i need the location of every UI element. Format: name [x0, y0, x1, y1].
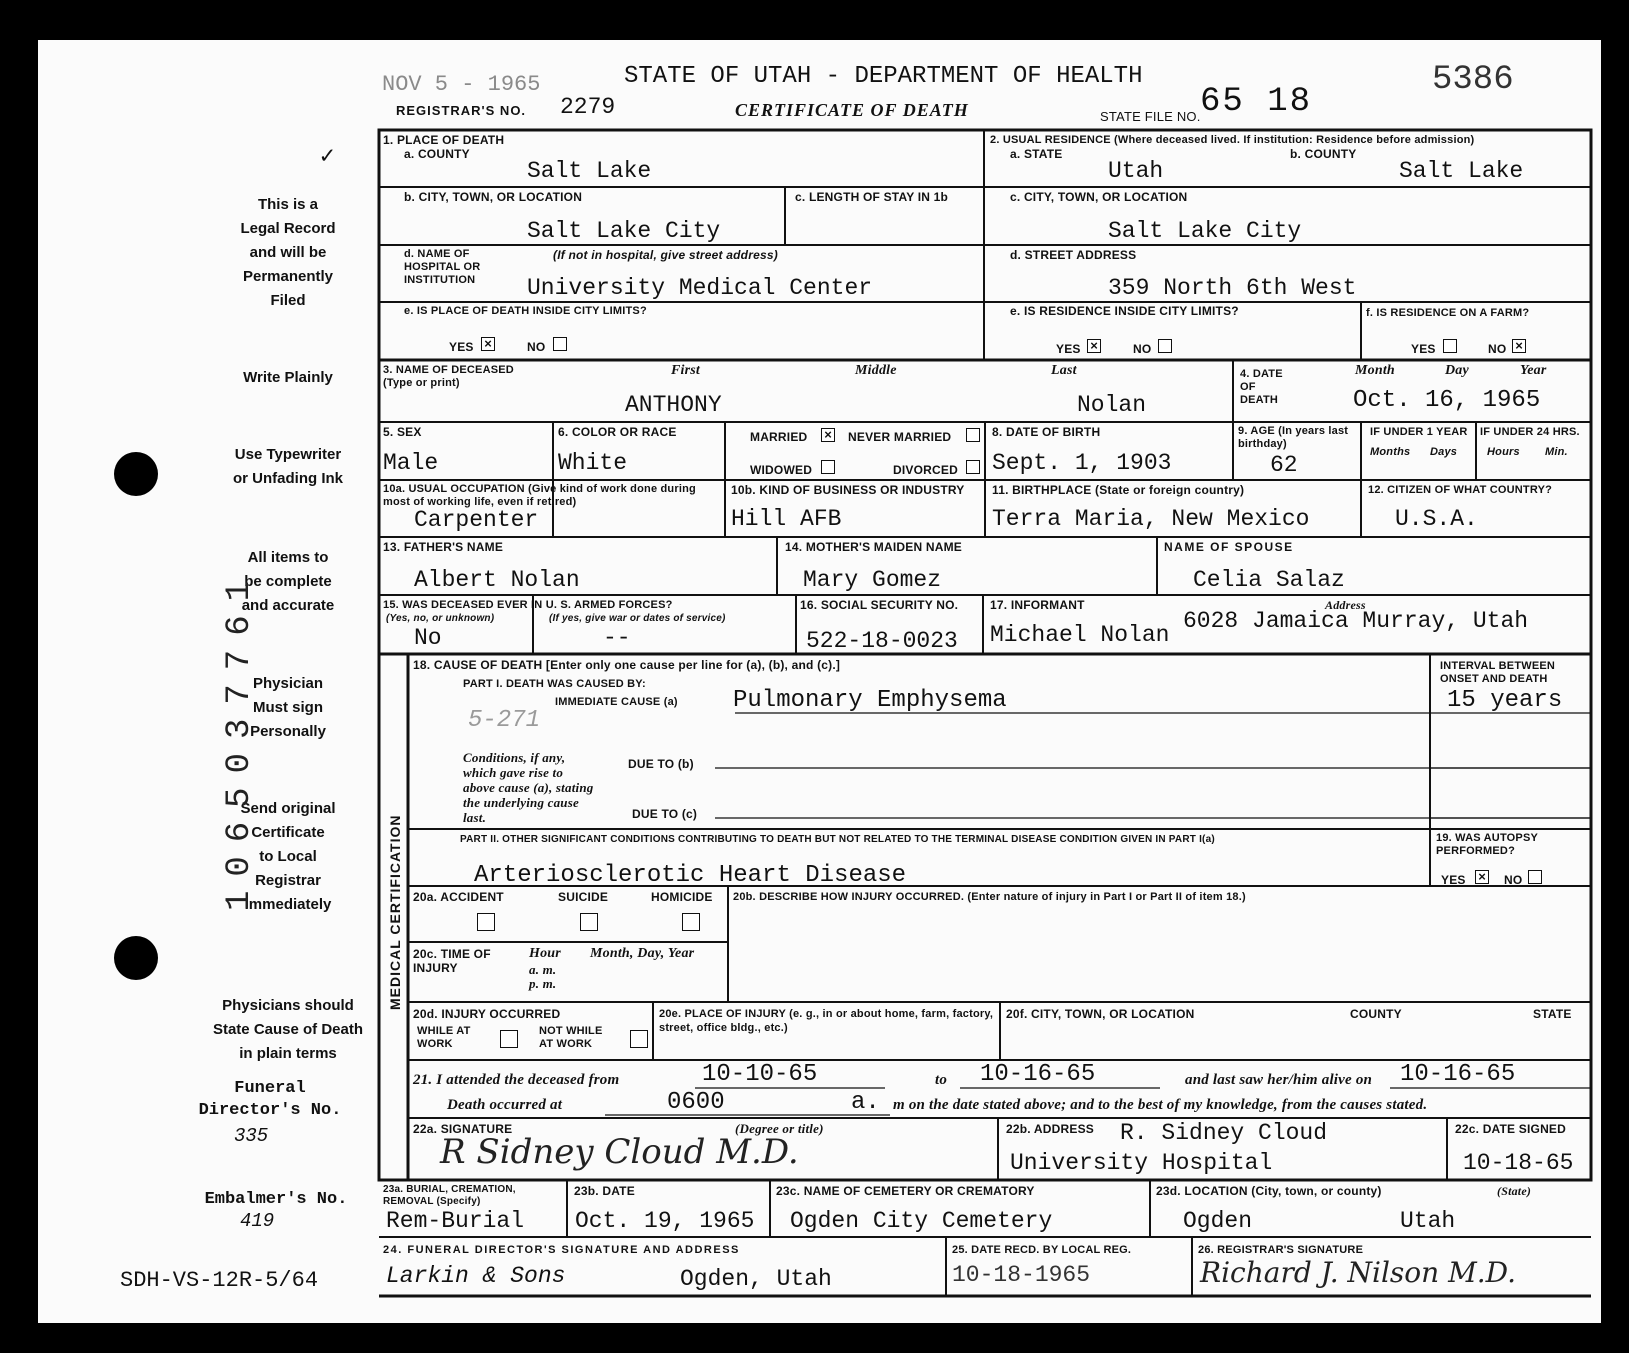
margin-note-complete: All items to be complete and accurate	[241, 549, 335, 614]
address22-line1: R. Sidney Cloud	[1120, 1120, 1328, 1146]
res-city-label: c. CITY, TOWN, OR LOCATION	[1010, 190, 1188, 204]
inside-yes-label: YES	[449, 340, 474, 354]
informant-address-label: Address	[1325, 598, 1366, 612]
days-label: Days	[1430, 446, 1458, 458]
widowed-label: WIDOWED	[750, 463, 813, 477]
autopsy-no-label: NO	[1504, 873, 1523, 887]
farm-yes-label: YES	[1411, 342, 1436, 356]
middle-label: Middle	[855, 363, 897, 378]
punch-hole-bottom	[114, 936, 158, 980]
res-inside-yes-label: YES	[1056, 342, 1081, 356]
divorced-checkbox[interactable]	[966, 460, 980, 474]
inside-yes-checkbox[interactable]: ×	[481, 337, 495, 351]
am-pm-label: a. m. p. m.	[529, 962, 557, 991]
state-file-no: 65 18	[1200, 83, 1313, 121]
accident-checkbox[interactable]	[477, 913, 495, 931]
under-24-hrs-label: IF UNDER 24 HRS.	[1480, 426, 1580, 438]
first-label: First	[671, 363, 701, 378]
margin-note-cause: Physicians should State Cause of Death in plain terms	[212, 997, 364, 1062]
not-while-work-label: NOT WHILE AT WORK	[539, 1025, 603, 1050]
autopsy-yes-checkbox[interactable]: ×	[1475, 870, 1489, 884]
business: Hill AFB	[731, 506, 842, 532]
date-of-death: Oct. 16, 1965	[1353, 387, 1541, 414]
ssn: 522-18-0023	[806, 628, 958, 654]
cemetery: Ogden City Cemetery	[790, 1208, 1053, 1234]
length-of-stay-label: c. LENGTH OF STAY IN 1b	[795, 190, 949, 204]
married-checkbox[interactable]: ×	[821, 428, 835, 442]
street: 359 North 6th West	[1108, 275, 1357, 301]
mother-name: Mary Gomez	[803, 567, 942, 593]
never-married-checkbox[interactable]	[966, 428, 980, 442]
funeral-address: Ogden, Utah	[680, 1266, 832, 1292]
informant-label: 17. INFORMANT	[990, 598, 1085, 612]
burial: Rem-Burial	[386, 1208, 525, 1234]
hospital-note: (If not in hospital, give street address)	[553, 248, 778, 262]
inside-no-checkbox[interactable]	[553, 337, 567, 351]
part2-condition: Arteriosclerotic Heart Disease	[474, 862, 907, 889]
injury-city-label: 20f. CITY, TOWN, OR LOCATION	[1006, 1007, 1195, 1021]
armed-forces: No	[414, 625, 442, 651]
first-name: ANTHONY	[625, 392, 722, 418]
suicide-label: SUICIDE	[558, 890, 609, 904]
degree-label: (Degree or title)	[735, 1121, 824, 1136]
inside-limits-label: e. IS PLACE OF DEATH INSIDE CITY LIMITS?	[404, 305, 647, 317]
registrar-signature: Richard J. Nilson M.D.	[1200, 1256, 1516, 1289]
sex: Male	[383, 450, 439, 476]
location-city: Ogden	[1183, 1208, 1253, 1234]
farm-label: f. IS RESIDENCE ON A FARM?	[1366, 307, 1530, 319]
death-occurred-tail: m on the date stated above; and to the best of my knowledge, from the causes stated.	[893, 1097, 1428, 1113]
pencil-note: 5-271	[468, 707, 541, 734]
autopsy-no-checkbox[interactable]	[1528, 870, 1542, 884]
date-received: 10-18-1965	[952, 1262, 1091, 1288]
location-state-label: (State)	[1497, 1184, 1532, 1198]
res-county: Salt Lake	[1399, 158, 1524, 184]
res-inside-yes-checkbox[interactable]: ×	[1087, 339, 1101, 353]
res-inside-no-label: NO	[1133, 342, 1152, 356]
due-to-b-label: DUE TO (b)	[628, 757, 694, 771]
place-county: Salt Lake	[527, 158, 652, 184]
hospital: University Medical Center	[527, 275, 873, 301]
ssn-label: 16. SOCIAL SECURITY NO.	[800, 598, 959, 612]
signature-label: 22a. SIGNATURE	[413, 1122, 513, 1136]
immediate-label: IMMEDIATE CAUSE (a)	[555, 696, 678, 708]
citizen-label: 12. CITIZEN OF WHAT COUNTRY?	[1368, 484, 1553, 496]
attended-to: 10-16-65	[980, 1061, 1096, 1088]
month-label: Month	[1355, 363, 1395, 378]
mdy-label: Month, Day, Year	[590, 946, 695, 961]
last-name: Nolan	[1077, 392, 1147, 418]
spouse-label: NAME OF SPOUSE	[1164, 540, 1294, 554]
check-mark: ✓	[320, 144, 335, 171]
cemetery-label: 23c. NAME OF CEMETERY OR CREMATORY	[776, 1184, 1035, 1198]
res-state-label: a. STATE	[1010, 147, 1063, 161]
min-label: Min.	[1545, 446, 1568, 458]
informant-address: 6028 Jamaica Murray, Utah	[1183, 608, 1529, 634]
never-married-label: NEVER MARRIED	[848, 430, 952, 444]
date-signed: 10-18-65	[1463, 1150, 1574, 1176]
date-received-label: 25. DATE RECD. BY LOCAL REG.	[952, 1244, 1132, 1256]
sex-label: 5. SEX	[383, 425, 422, 439]
under-1-year-label: IF UNDER 1 YEAR	[1370, 426, 1468, 438]
death-occurred-time: 0600	[667, 1089, 725, 1116]
while-at-work-checkbox[interactable]	[500, 1030, 518, 1048]
year-label: Year	[1520, 363, 1547, 378]
farm-yes-checkbox[interactable]	[1443, 339, 1457, 353]
informant-name: Michael Nolan	[990, 622, 1170, 648]
place-of-death-label: 1. PLACE OF DEATH	[383, 133, 505, 147]
injury-description-label: 20b. DESCRIBE HOW INJURY OCCURRED. (Enter nature of injury in Part I or Part II of item 18.)	[733, 891, 1246, 903]
injury-occurred-label: 20d. INJURY OCCURRED	[413, 1007, 561, 1021]
hours-label: Hours	[1487, 446, 1520, 458]
suicide-checkbox[interactable]	[580, 913, 598, 931]
occupation-label: 10a. USUAL OCCUPATION (Give kind of work done during most of working life, even if retired)	[383, 483, 696, 508]
not-while-work-checkbox[interactable]	[630, 1030, 648, 1048]
interval: 15 years	[1447, 687, 1563, 714]
occupation: Carpenter	[414, 507, 539, 533]
while-at-work-label: WHILE AT WORK	[417, 1025, 471, 1050]
vertical-serial-number: 1065037761	[221, 566, 259, 912]
file-number: 5386	[1432, 61, 1514, 99]
married-label: MARRIED	[750, 430, 808, 444]
last-saw: 10-16-65	[1400, 1061, 1516, 1088]
armed-sub2: (If yes, give war or dates of service)	[549, 613, 726, 624]
to-label: to	[935, 1072, 948, 1088]
street-label: d. STREET ADDRESS	[1010, 248, 1137, 262]
interval-label: INTERVAL BETWEEN ONSET AND DEATH	[1440, 660, 1556, 685]
margin-note-send: Send original Certificate to Local Registrar Immediately	[240, 800, 336, 913]
autopsy-yes-label: YES	[1441, 873, 1466, 887]
inside-no-label: NO	[527, 340, 546, 354]
race: White	[558, 450, 628, 476]
margin-note-physician: Physician Must sign Personally	[250, 675, 326, 740]
age-label: 9. AGE (In years last birthday)	[1238, 425, 1349, 450]
embalmer-no: 419	[240, 1210, 275, 1232]
cause-label: 18. CAUSE OF DEATH [Enter only one cause per line for (a), (b), and (c).]	[413, 658, 841, 672]
farm-no-checkbox[interactable]: ×	[1512, 339, 1526, 353]
widowed-checkbox[interactable]	[821, 460, 835, 474]
burial-label: 23a. BURIAL, CREMATION, REMOVAL (Specify)	[383, 1184, 516, 1207]
date-signed-label: 22c. DATE SIGNED	[1455, 1122, 1567, 1136]
registrar-signature-label: 26. REGISTRAR'S SIGNATURE	[1198, 1244, 1364, 1256]
part2-label: PART II. OTHER SIGNIFICANT CONDITIONS CONTRIBUTING TO DEATH BUT NOT RELATED TO THE TERMINAL DISEASE CONDITION GIVEN IN PART I(a)	[460, 834, 1215, 845]
county-sub-label: a. COUNTY	[404, 147, 470, 161]
birthplace-label: 11. BIRTHPLACE (State or foreign country)	[992, 483, 1245, 497]
res-inside-no-checkbox[interactable]	[1158, 339, 1172, 353]
agency-title: STATE OF UTAH - DEPARTMENT OF HEALTH	[624, 63, 1143, 90]
embalmer-label: Embalmer's No.	[204, 1190, 348, 1209]
divorced-label: DIVORCED	[893, 463, 958, 477]
injury-county-label: COUNTY	[1350, 1007, 1402, 1021]
certificate-title: CERTIFICATE OF DEATH	[735, 100, 969, 120]
usual-residence-label: 2. USUAL RESIDENCE (Where deceased lived. If institution: Residence before admission)	[990, 134, 1475, 146]
father-label: 13. FATHER'S NAME	[383, 540, 504, 554]
father-name: Albert Nolan	[414, 567, 580, 593]
date-of-death-label: 4. DATE OF DEATH	[1240, 368, 1283, 406]
hospital-label: d. NAME OF HOSPITAL OR INSTITUTION	[404, 248, 481, 286]
res-state: Utah	[1108, 158, 1164, 184]
dob-label: 8. DATE OF BIRTH	[992, 425, 1101, 439]
death-occurred-ampm: a.	[851, 1089, 880, 1116]
funeral-signature-label: 24. FUNERAL DIRECTOR'S SIGNATURE AND ADDRESS	[383, 1244, 740, 1256]
margin-note-write: Write Plainly	[243, 369, 333, 386]
hour-label: Hour	[529, 946, 561, 961]
armed-sub1: (Yes, no, or unknown)	[386, 613, 495, 624]
physician-signature: R Sidney Cloud M.D.	[440, 1132, 799, 1172]
homicide-checkbox[interactable]	[682, 913, 700, 931]
burial-date-label: 23b. DATE	[574, 1184, 635, 1198]
homicide-label: HOMICIDE	[651, 890, 713, 904]
age: 62	[1270, 452, 1298, 478]
location-state: Utah	[1400, 1208, 1456, 1234]
margin-note-legal: This is a Legal Record and will be Permanently Filed	[240, 196, 336, 309]
last-label: Last	[1051, 363, 1077, 378]
res-city: Salt Lake City	[1108, 218, 1302, 244]
medical-certification-label: MEDICAL CERTIFICATION	[387, 814, 403, 1010]
res-inside-label: e. IS RESIDENCE INSIDE CITY LIMITS?	[1010, 304, 1239, 318]
address22-line2: University Hospital	[1010, 1150, 1273, 1176]
citizen: U.S.A.	[1395, 506, 1478, 532]
attended-label: 21. I attended the deceased from	[413, 1072, 620, 1088]
spouse-name: Celia Salaz	[1193, 567, 1345, 593]
farm-no-label: NO	[1488, 342, 1507, 356]
accident-label: 20a. ACCIDENT	[413, 890, 504, 904]
race-label: 6. COLOR OR RACE	[558, 425, 677, 439]
autopsy-label: 19. WAS AUTOPSY PERFORMED?	[1436, 832, 1538, 857]
name-label: 3. NAME OF DECEASED (Type or print)	[383, 364, 514, 389]
registrar-no-label: REGISTRAR'S NO.	[396, 103, 527, 118]
city: Salt Lake City	[527, 218, 721, 244]
immediate-cause: Pulmonary Emphysema	[733, 687, 1007, 714]
time-of-injury-label: 20c. TIME OF INJURY	[413, 947, 491, 975]
received-stamp: NOV 5 - 1965	[382, 72, 541, 97]
funeral-signature: Larkin & Sons	[386, 1263, 566, 1289]
months-label: Months	[1370, 446, 1411, 458]
armed-dates: --	[603, 625, 631, 651]
attended-from: 10-10-65	[702, 1061, 818, 1088]
armed-forces-label: 15. WAS DECEASED EVER IN U. S. ARMED FORCES?	[383, 599, 673, 611]
birthplace: Terra Maria, New Mexico	[992, 506, 1310, 532]
day-label: Day	[1445, 363, 1469, 378]
place-of-injury-label: 20e. PLACE OF INJURY (e. g., in or about home, farm, factory, street, office bldg., etc.)	[659, 1008, 994, 1034]
burial-date: Oct. 19, 1965	[575, 1208, 755, 1234]
state-file-label: STATE FILE NO.	[1100, 109, 1201, 124]
funeral-director-no: 335	[234, 1125, 269, 1147]
death-occurred-label: Death occurred at	[447, 1097, 563, 1113]
mother-label: 14. MOTHER'S MAIDEN NAME	[785, 540, 963, 554]
last-saw-label: and last saw her/him alive on	[1185, 1072, 1373, 1088]
res-county-label: b. COUNTY	[1290, 147, 1357, 161]
date-of-birth: Sept. 1, 1903	[992, 450, 1172, 476]
due-to-c-label: DUE TO (c)	[632, 807, 698, 821]
funeral-director-label: Funeral Director's No.	[198, 1079, 342, 1120]
part1-label: PART I. DEATH WAS CAUSED BY:	[463, 678, 646, 690]
injury-state-label: STATE	[1533, 1007, 1572, 1021]
city-label: b. CITY, TOWN, OR LOCATION	[404, 190, 583, 204]
registrar-no: 2279	[560, 94, 616, 120]
business-label: 10b. KIND OF BUSINESS OR INDUSTRY	[731, 483, 965, 497]
location-label: 23d. LOCATION (City, town, or county)	[1156, 1184, 1382, 1198]
form-id: SDH-VS-12R-5/64	[120, 1268, 319, 1293]
conditions-label: Conditions, if any, which gave rise to above cause (a), stating the underlying cause last.	[463, 750, 594, 825]
address22-label: 22b. ADDRESS	[1006, 1122, 1094, 1136]
punch-hole-top	[114, 452, 158, 496]
margin-note-typewriter: Use Typewriter or Unfading Ink	[233, 446, 343, 487]
